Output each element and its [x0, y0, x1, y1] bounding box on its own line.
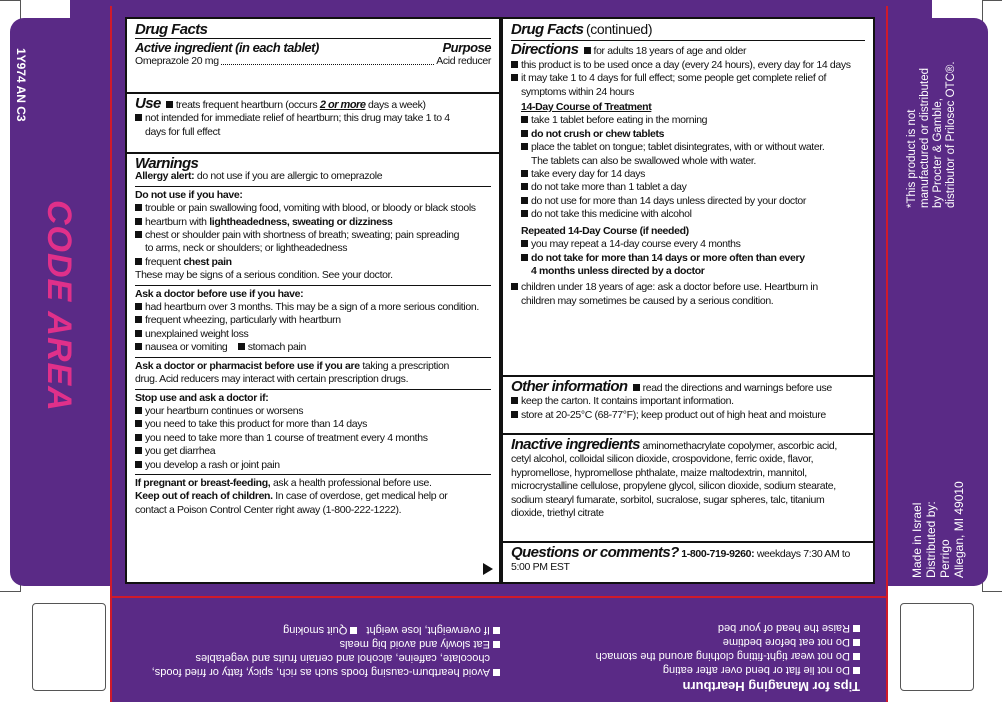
purpose-label: Purpose	[442, 40, 491, 56]
tips-title: Tips for Managing Heartburn	[682, 679, 860, 694]
active-ingredient-label: Active ingredient (in each tablet)	[135, 40, 319, 56]
warnings-title: Warnings	[135, 155, 199, 172]
inactive-ingredients-section: Inactive ingredients aminomethacrylate copolymer, ascorbic acid, cetyl alcohol, colloidal silicon dioxide, crospovidone, ferric oxide, flavor, hypromellose, hypromellose phthalate, maize maltodextrin, mannitol, microcrystalline cellulose, propylene glycol, silicon dioxide, sodium stearate, sodium stearyl fumarate, sorbitol, sucralose, sugar spheres, talc, titanium dioxide, triethyl citrate	[503, 433, 873, 541]
drug-facts-continued-panel	[501, 17, 875, 584]
inactive-title: Inactive ingredients	[511, 436, 640, 453]
repeat-course-title: Repeated 14-Day Course (if needed)	[521, 224, 689, 237]
bottom-right-flap	[900, 603, 974, 691]
continue-arrow-icon	[483, 563, 493, 575]
ingredient-name: Omeprazole 20 mg	[135, 54, 219, 67]
drug-facts-continued-title: Drug Facts	[511, 21, 584, 38]
drug-facts-title: Drug Facts	[135, 21, 208, 38]
use-section: Use treats frequent heartburn (occurs 2 or more days a week) not intended for immediate relief of heartburn; this drug may take 1 to 4 days for full effect	[127, 92, 499, 152]
ask-doctor-title: Ask a doctor before use if you have:	[135, 287, 304, 300]
do-not-use-title: Do not use if you have:	[135, 188, 243, 201]
other-information-section: Other information read the directions and warnings before use keep the carton. It contains important information. store at 20-25°C (68-77°F); keep product out of high heat and moisture	[503, 375, 873, 433]
code-area-label: CODE AREA	[40, 200, 78, 412]
warnings-section: Warnings Allergy alert: do not use if you are allergic to omeprazole Do not use if you have: trouble or pain swallowing food, vomiting with blood, or bloody or black stools heartburn with lightheadedness, sweating or dizziness chest or shoulder pain with shortness of breath; sweating; pain spreading to arms, neck or shoulders; or lightheadedness frequent chest pain These may be signs of a serious condition. See your doctor. Ask a doctor before use if you have: had heartburn over 3 months. This may be a sign of a more serious condition. frequent wheezing, particularly with heartburn unexplained weight loss nausea or vomiting stomach pain Ask a doctor or pharmacist before use if you are taking a prescription drug. Acid reducers may interact with certain prescription drugs. Stop use and ask a doctor if: your heartburn continues or worsens you need to take this product for more than 14 days you need to take more than 1 course of treatment every 4 months you get diarrhea you develop a rash or joint pain If pregnant or breast-feeding, ask a health professional before use. Keep out of reach of children. In case of overdose, get medical help or contact a Poison Control Center right away (1-800-222-1222).	[127, 152, 499, 582]
side-disclaimer: *This product is not manufactured or distributed by Procter & Gamble, distributor of Prilosec OTC®.	[906, 61, 957, 208]
distributor-info: Made in Israel Distributed by: Perrigo Allegan, MI 49010	[910, 481, 966, 578]
ingredient-purpose: Acid reducer	[436, 54, 491, 67]
lot-code: 1Y974 AN C3	[14, 48, 28, 122]
bottom-left-flap	[32, 603, 106, 691]
directions-title: Directions	[511, 41, 579, 59]
drug-facts-panel	[125, 17, 501, 584]
tips-block: Tips for Managing Heartburn Do not lie flat or bend over after eating Do not wear tight-fitting clothing around the stomach Do not eat before bedtime Raise the head of your bed Avoid heartburn-causing foods such as rich, spicy, fatty or fried foods, chocolate, caffeine, alcohol and certain fruits and vegetables Eat slowly and avoid big meals If overweight, lose weight Quit smoking	[151, 622, 860, 694]
fold-line-bottom	[110, 596, 888, 598]
course-title: 14-Day Course of Treatment	[521, 101, 652, 114]
questions-section: Questions or comments? 1-800-719-9260: weekdays 7:30 AM to 5:00 PM EST	[503, 541, 873, 582]
questions-title: Questions or comments?	[511, 544, 679, 561]
use-title: Use	[135, 95, 161, 112]
other-info-title: Other information	[511, 378, 628, 395]
active-ingredient-section	[127, 19, 499, 91]
stop-use-title: Stop use and ask a doctor if:	[135, 391, 269, 404]
directions-section: Drug Facts (continued) Directions for adults 18 years of age and older this product is to be used once a day (every 24 hours), every day for 14 days it may take 1 to 4 days for full effect; some people get complete relief of symptoms within 24 hours 14-Day Course of Treatment take 1 tablet before eating in the morning do not crush or chew tablets place the tablet on tongue; tablet disintegrates, with or without water. The tablets can also be swallowed whole with water. take every day for 14 days do not take more than 1 tablet a day do not use for more than 14 days unless directed by your doctor do not take this medicine with alcohol Repeated 14-Day Course (if needed) you may repeat a 14-day course every 4 months do not take for more than 14 days or more often than every 4 months unless directed by a doctor children under 18 years of age: ask a doctor before use. Heartburn in children may sometimes be caused by a serious condition.	[503, 19, 873, 375]
